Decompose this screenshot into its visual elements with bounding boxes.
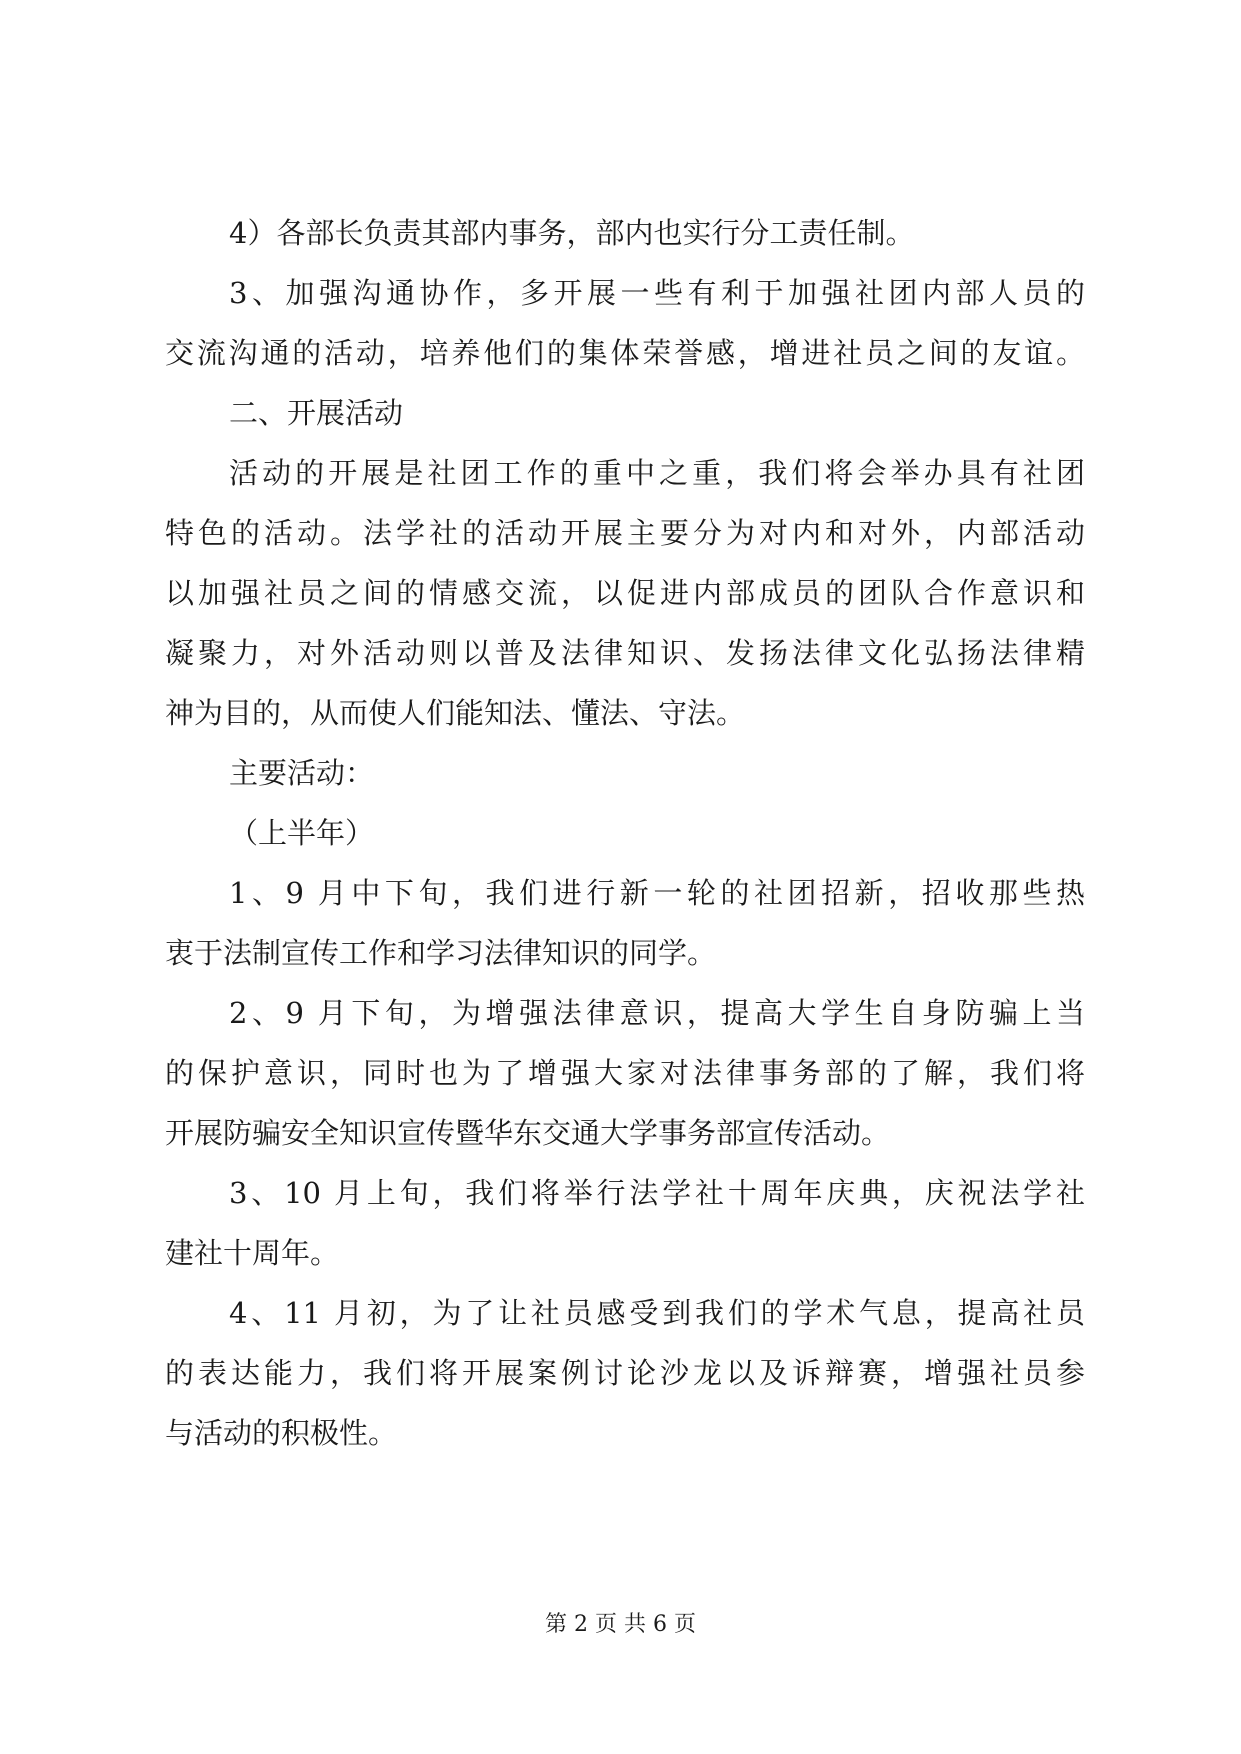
paragraph-line: 3、10 月上旬，我们将举行法学社十周年庆典，庆祝法学社 [229, 1176, 1085, 1210]
paragraph-line: 开展防骗安全知识宣传暨华东交通大学事务部宣传活动。 [165, 1116, 891, 1150]
paragraph-line: 的表达能力，我们将开展案例讨论沙龙以及诉辩赛，增强社员参 [165, 1356, 1085, 1390]
paragraph-line: 的保护意识，同时也为了增强大家对法律事务部的了解，我们将 [165, 1056, 1085, 1090]
paragraph-line: 4、11 月初，为了让社员感受到我们的学术气息，提高社员 [229, 1296, 1085, 1330]
paragraph-line: 特色的活动。法学社的活动开展主要分为对内和对外，内部活动 [165, 516, 1085, 550]
paragraph-line: 以加强社员之间的情感交流，以促进内部成员的团队合作意识和 [165, 576, 1085, 610]
subheading: 主要活动： [229, 756, 375, 790]
paragraph-line: 4）各部长负责其部内事务，部内也实行分工责任制。 [229, 216, 915, 250]
paragraph-line: 衷于法制宣传工作和学习法律知识的同学。 [165, 936, 717, 970]
section-heading: 二、开展活动 [229, 396, 404, 430]
paragraph-line: 凝聚力，对外活动则以普及法律知识、发扬法律文化弘扬法律精 [165, 636, 1085, 670]
paragraph-line: 3、加强沟通协作，多开展一些有利于加强社团内部人员的 [229, 276, 1085, 310]
page-footer: 第 2 页 共 6 页 [545, 1612, 696, 1637]
subheading: （上半年） [229, 816, 375, 850]
paragraph-line: 神为目的，从而使人们能知法、懂法、守法。 [165, 696, 746, 730]
paragraph-line: 交流沟通的活动，培养他们的集体荣誉感，增进社员之间的友谊。 [165, 336, 1085, 370]
paragraph-line: 2、9 月下旬，为增强法律意识，提高大学生自身防骗上当 [229, 996, 1085, 1030]
paragraph-line: 建社十周年。 [165, 1236, 340, 1270]
paragraph-line: 与活动的积极性。 [165, 1416, 398, 1450]
paragraph-line: 活动的开展是社团工作的重中之重，我们将会举办具有社团 [229, 456, 1085, 490]
paragraph-line: 1、9 月中下旬，我们进行新一轮的社团招新，招收那些热 [229, 876, 1085, 910]
